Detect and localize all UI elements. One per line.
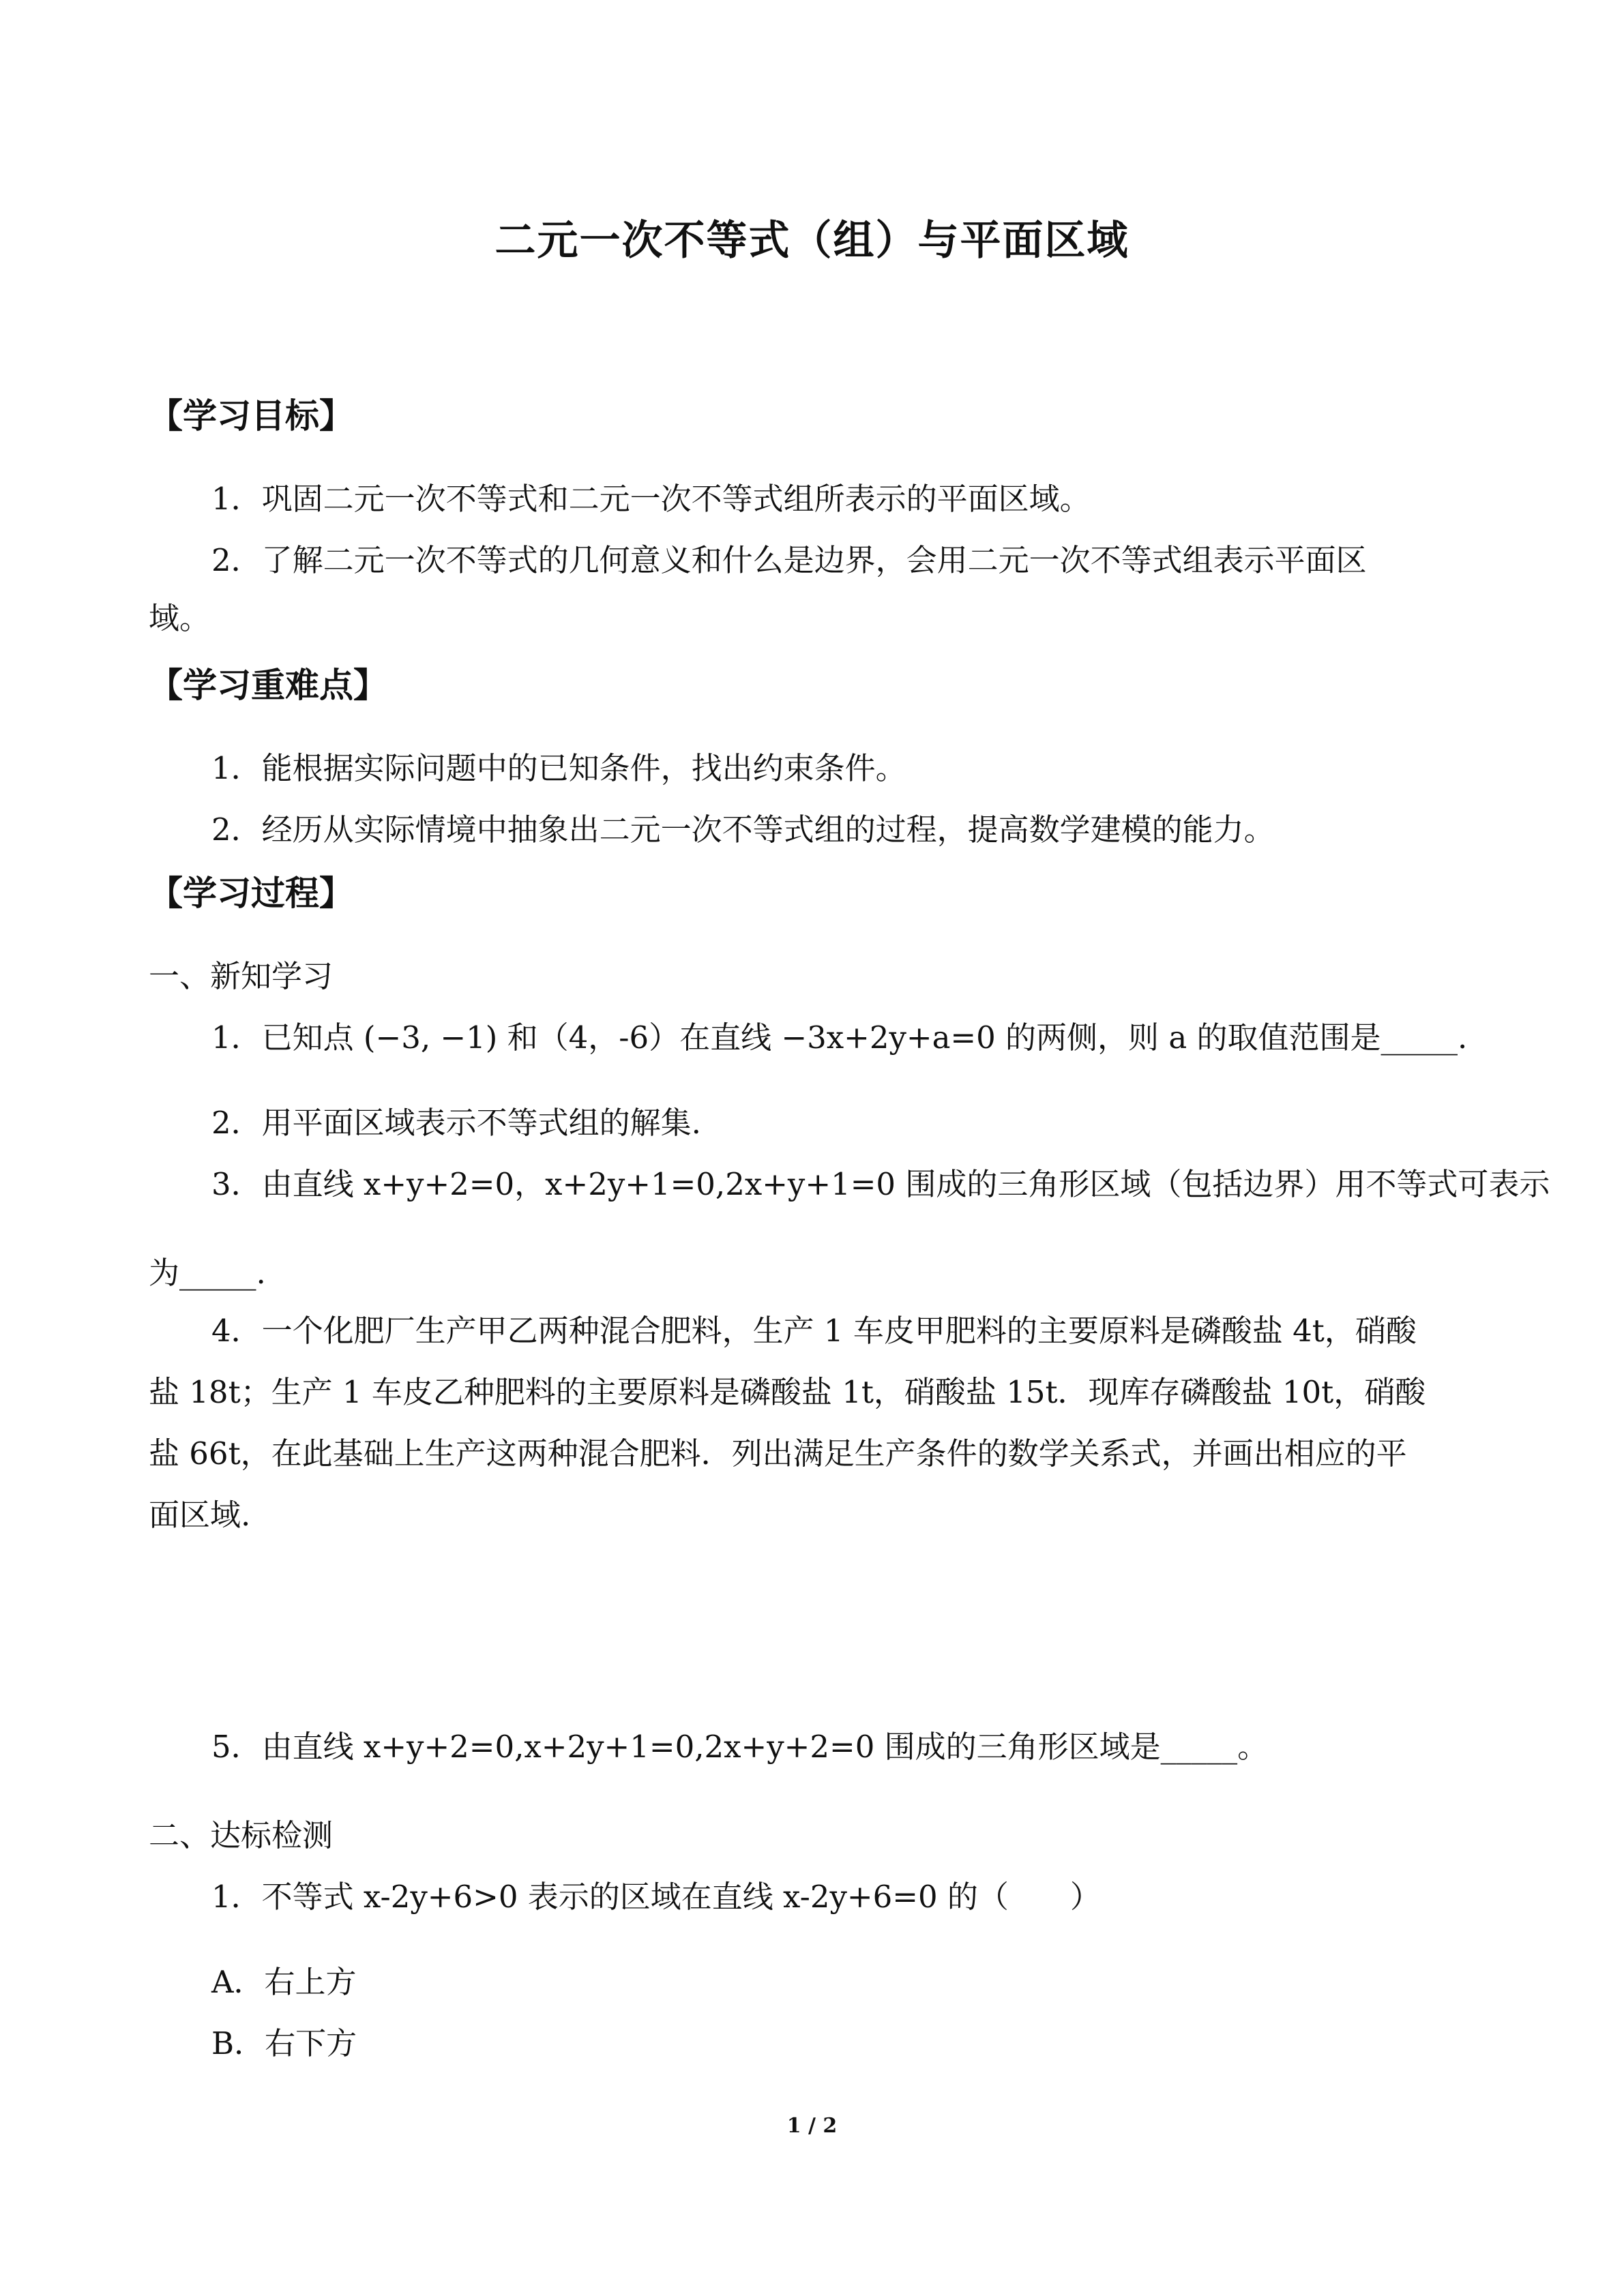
goal-item-1: 1．巩固二元一次不等式和二元一次不等式组所表示的平面区域。 [211, 481, 1091, 517]
section-heading-goals: 【学习目标】 [149, 396, 353, 436]
choice-a: A．右上方 [211, 1964, 357, 2000]
page-title: 二元一次不等式（组）与平面区域 [494, 217, 1130, 265]
question-4-line-4: 面区域. [149, 1497, 251, 1533]
question-1: 1．已知点 (−3, −1) 和（4，-6）在直线 −3x+2y+a=0 的两侧，则 a 的取值范围是_____. [211, 1019, 1468, 1056]
key-point-item-2: 2．经历从实际情境中抽象出二元一次不等式组的过程，提高数学建模的能力。 [211, 811, 1275, 848]
question-4-line-1: 4．一个化肥厂生产甲乙两种混合肥料，生产 1 车皮甲肥料的主要原料是磷酸盐 4t，硝酸 [211, 1313, 1417, 1349]
question-4-line-2: 盐 18t；生产 1 车皮乙种肥料的主要原料是磷酸盐 1t，硝酸盐 15t．现库存磷酸盐 10t，硝酸 [149, 1374, 1426, 1410]
question-5: 5．由直线 x+y+2=0,x+2y+1=0,2x+y+2=0 围成的三角形区域是_____。 [211, 1729, 1269, 1765]
goal-item-2-continued: 域。 [149, 600, 211, 636]
page-number: 1 / 2 [786, 2114, 838, 2138]
question-2: 2．用平面区域表示不等式组的解集. [211, 1105, 701, 1141]
part1-title: 一、新知学习 [149, 958, 334, 994]
key-point-item-1: 1．能根据实际问题中的已知条件，找出约束条件。 [211, 750, 906, 786]
choice-b: B．右下方 [211, 2025, 357, 2061]
goal-item-2: 2．了解二元一次不等式的几何意义和什么是边界，会用二元一次不等式组表示平面区 [211, 542, 1367, 578]
question-3-continued: 为_____. [149, 1255, 266, 1291]
section-heading-key-points: 【学习重难点】 [149, 665, 387, 705]
part2-title: 二、达标检测 [149, 1817, 334, 1853]
question-4-line-3: 盐 66t，在此基础上生产这两种混合肥料．列出满足生产条件的数学关系式，并画出相应的平 [149, 1435, 1407, 1472]
section-heading-process: 【学习过程】 [149, 873, 353, 913]
question-3: 3．由直线 x+y+2=0，x+2y+1=0,2x+y+1=0 围成的三角形区域（包括边界）用不等式可表示 [211, 1166, 1550, 1202]
check-question-1: 1．不等式 x-2y+6>0 表示的区域在直线 x-2y+6=0 的（ ） [211, 1879, 1101, 1915]
